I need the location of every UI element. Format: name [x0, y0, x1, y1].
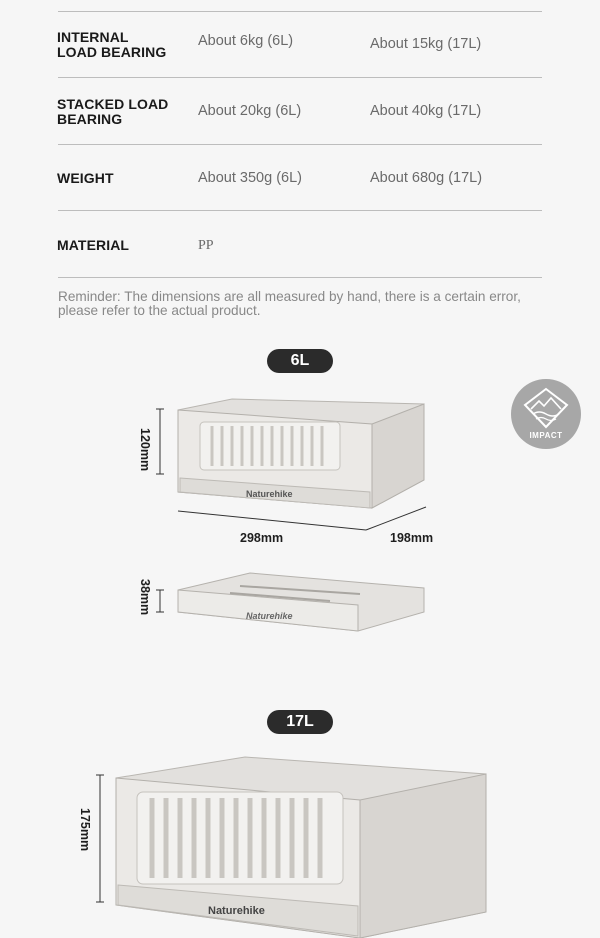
spec-value-17l: About 40kg (17L)	[370, 103, 482, 119]
spec-label-line: LOAD BEARING	[57, 44, 167, 60]
dim-6l-height: 120mm	[138, 428, 152, 472]
dim-6l-folded-height: 38mm	[138, 579, 152, 616]
spec-label-line: STACKED LOAD	[57, 96, 169, 112]
spec-value-17l: About 15kg (17L)	[370, 36, 482, 52]
badge-label: IMPACT	[529, 431, 563, 440]
crate-17l-brand: Naturehike	[208, 905, 265, 917]
spec-label-line: MATERIAL	[57, 237, 130, 253]
spec-value-material: PP	[198, 238, 214, 253]
spec-label-line: INTERNAL	[57, 29, 129, 45]
dim-6l-length: 298mm	[240, 531, 284, 545]
spec-value-17l: About 680g (17L)	[370, 170, 483, 186]
size-pill-6l: 6L	[267, 349, 333, 373]
dim-17l-height: 175mm	[78, 808, 92, 852]
crate-6l-brand: Naturehike	[246, 489, 293, 499]
spec-value-6l: About 20kg (6L)	[198, 103, 302, 119]
crate-6l-folded-brand: Naturehike	[246, 611, 293, 621]
reminder-line: please refer to the actual product.	[58, 303, 261, 318]
spec-label-line: WEIGHT	[57, 170, 114, 186]
spec-value-6l: About 6kg (6L)	[198, 33, 294, 49]
spec-label-line: BEARING	[57, 111, 123, 127]
dim-6l-width: 198mm	[390, 531, 434, 545]
reminder-line: Reminder: The dimensions are all measured by hand, there is a certain error,	[58, 289, 521, 304]
size-pill-17l: 17L	[267, 710, 333, 734]
spec-value-6l: About 350g (6L)	[198, 170, 302, 186]
